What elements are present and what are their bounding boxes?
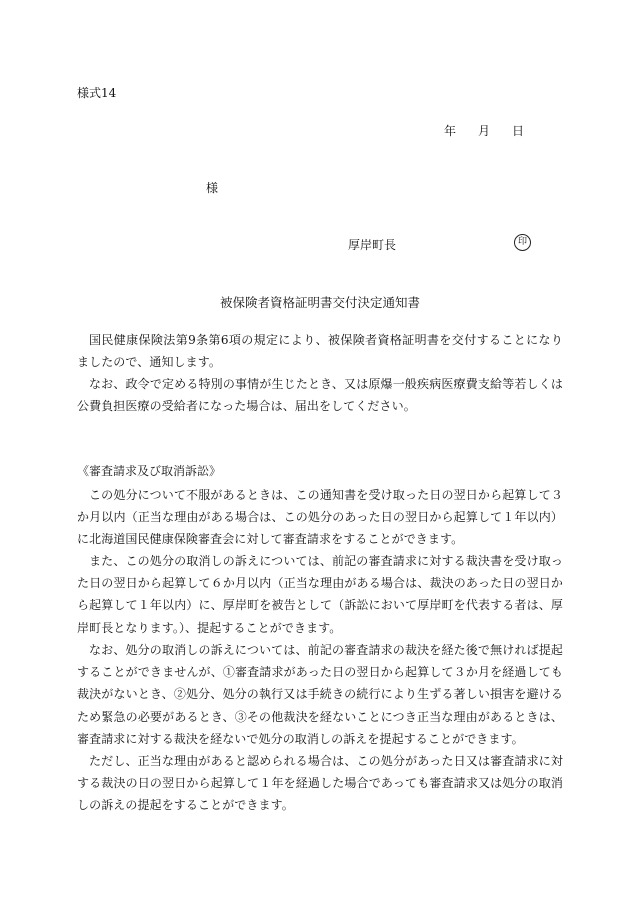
document-title: 被保険者資格証明書交付決定通知書 xyxy=(220,295,421,310)
issuer-name: 厚岸町長 xyxy=(348,238,397,252)
appeal-paragraph-3: なお、処分の取消しの訴えについては、前記の審査請求の裁決を経た後で無ければ提起することができませんが、①審査請求があった日の翌日から起算して３か月を経過しても裁決がないとき、②処分、処分の執行又は手続きの続行により生ずる著しい損害を避けるため緊急の必要があるとき、③その他裁決を経ないことにつき正当な理由があるときは、審査請求に対する裁決を経ないで処分の取消しの訴えを提起することができます。 xyxy=(77,643,563,746)
date-month-label: 月 xyxy=(478,124,491,138)
appeal-paragraph-1: この処分について不服があるときは、この通知書を受け取った日の翌日から起算して３か月以内（正当な理由がある場合は、この処分のあった日の翌日から起算して１年以内）に北海道国民健康保険審査会に対して審査請求をすることができます。 xyxy=(77,488,563,547)
date-year-label: 年 xyxy=(444,124,457,138)
appeal-paragraph-4: ただし、正当な理由があると認められる場合は、この処分があった日又は審査請求に対する裁決の日の翌日から起算して１年を経過した場合であっても審査請求又は処分の取消しの訴えの提起をすることができます。 xyxy=(77,754,563,813)
seal-mark: 印 xyxy=(514,234,531,251)
appeal-heading: 《審査請求及び取消訴訟》 xyxy=(77,464,222,478)
appeal-paragraph-2: また、この処分の取消しの訴えについては、前記の審査請求に対する裁決書を受け取った日の翌日から起算して６か月以内（正当な理由がある場合は、裁決のあった日の翌日から起算して１年以内）に、厚岸町を被告として（訴訟において厚岸町を代表する者は、厚岸町長となります。）、提起することができます。 xyxy=(77,554,563,635)
addressee-suffix: 様 xyxy=(206,181,219,195)
date-line xyxy=(444,122,524,139)
form-number: 様式14 xyxy=(77,86,117,100)
body-paragraph-2: なお、政令で定める特別の事情が生じたとき、又は原爆一般疾病医療費支給等若しくは公費負担医療の受給者になった場合は、届出をしてください。 xyxy=(77,377,563,414)
date-day-label: 日 xyxy=(512,124,525,138)
body-paragraph-1: 国民健康保険法第9条第6項の規定により、被保険者資格証明書を交付することになりましたので、通知します。 xyxy=(77,333,563,370)
